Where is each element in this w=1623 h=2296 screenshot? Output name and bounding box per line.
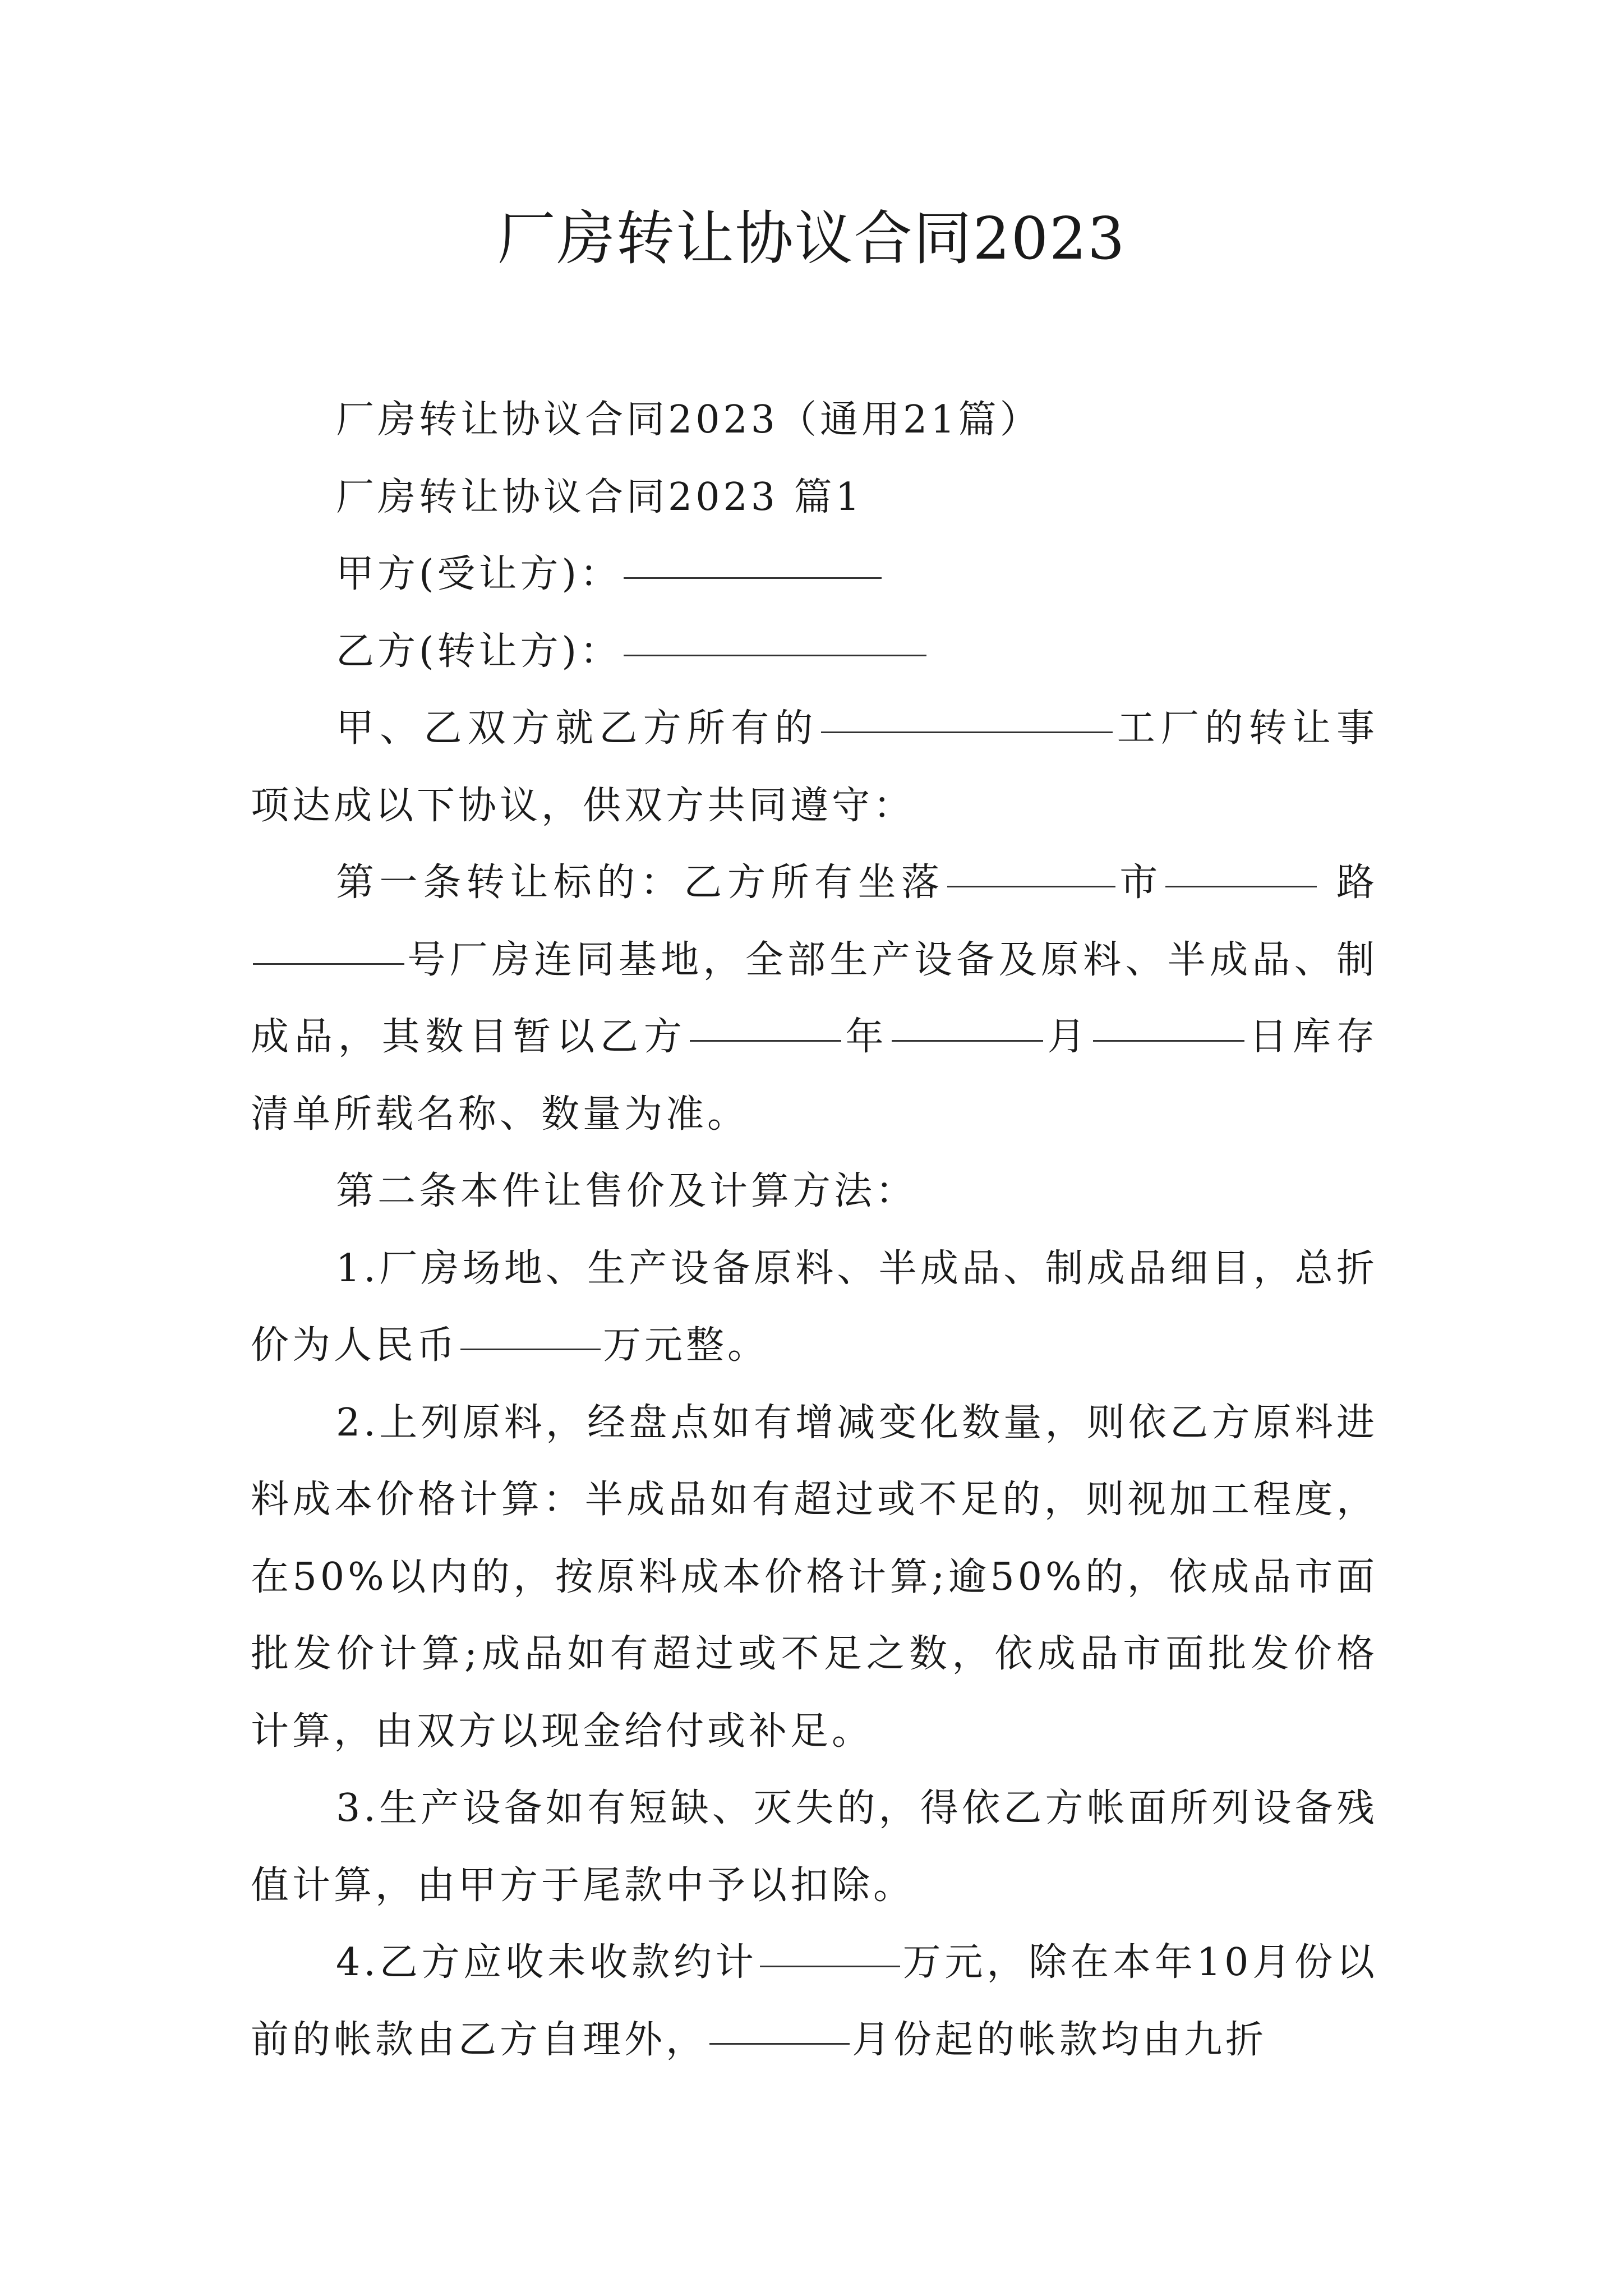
article-1-paragraph [251, 844, 1378, 1153]
party-b-blank [624, 650, 926, 656]
party-a-label: 甲方(受让方)： [336, 552, 622, 596]
receivable-blank [760, 1961, 900, 1967]
document-subtitle: 厂房转让协议合同2023（通用21篇） [336, 398, 1041, 442]
item-1-paragraph [251, 1230, 1378, 1384]
factory-name-blank [821, 727, 1113, 733]
party-b-label: 乙方(转让方)： [336, 629, 622, 674]
month-blank [892, 1036, 1043, 1042]
article-1-text-3: 路 [1318, 861, 1378, 905]
article-1-text-4: 号厂房连同基地，全部生产设备及原料、半成品、制成品，其数目暂以乙方 [251, 937, 1378, 1059]
intro-paragraph [251, 690, 1378, 844]
document-body [251, 381, 1378, 2078]
road-blank [1165, 881, 1317, 887]
party-b-line [251, 613, 1378, 691]
party-a-blank [624, 573, 882, 579]
article-1-text-2: 市 [1117, 861, 1163, 905]
item-4-paragraph [251, 1924, 1378, 2078]
article-1-text-1: 第一条转让标的：乙方所有坐落 [336, 861, 945, 905]
section-heading: 厂房转让协议合同2023 篇1 [336, 475, 863, 519]
city-blank [947, 881, 1115, 887]
article-1-text-7: 日库存清单所载名称、数量为准。 [251, 1015, 1378, 1137]
item-4-text-1: 4.乙方应收未收款约计 [336, 1940, 758, 1985]
day-blank [1093, 1036, 1244, 1042]
item-2-paragraph: 2.上列原料，经盘点如有增减变化数量，则依乙方原料进料成本价格计算：半成品如有超过或不足的，则视加工程度，在50%以内的，按原料成本价格计算;逾50%的，依成品市面批发价计算;成品如有超过或不足之数，依成品市面批发价格计算，由双方以现金给付或补足。 [251, 1400, 1378, 1754]
item-4-text-3: 月份起的帐款均由九折 [852, 2017, 1267, 2062]
start-month-blank [709, 2039, 850, 2045]
intro-text-2: 工厂的转让事项达成以下协议，供双方共同遵守： [251, 706, 1378, 828]
number-blank [253, 959, 404, 965]
article-2-heading: 第二条本件让售价及计算方法： [336, 1169, 917, 1213]
article-1-text-5: 年 [843, 1015, 889, 1059]
item-1-text-1: 1.厂房场地、生产设备原料、半成品、制成品细目，总折价为人民币 [251, 1246, 1378, 1368]
year-blank [690, 1036, 841, 1042]
intro-text-1: 甲、乙双方就乙方所有的 [336, 706, 819, 751]
item-4-text-2: 万元，除在本年10月份以前的帐款由乙方自理外， [251, 1940, 1378, 2062]
party-a-line [251, 536, 1378, 613]
document-title: 厂房转让协议合同2023 [497, 204, 1126, 273]
item-3-paragraph: 3.生产设备如有短缺、灭失的，得依乙方帐面所列设备残值计算，由甲方于尾款中予以扣除。 [251, 1786, 1378, 1908]
item-1-text-2: 万元整。 [603, 1323, 769, 1368]
price-blank [460, 1344, 601, 1350]
article-1-text-6: 月 [1045, 1015, 1091, 1059]
